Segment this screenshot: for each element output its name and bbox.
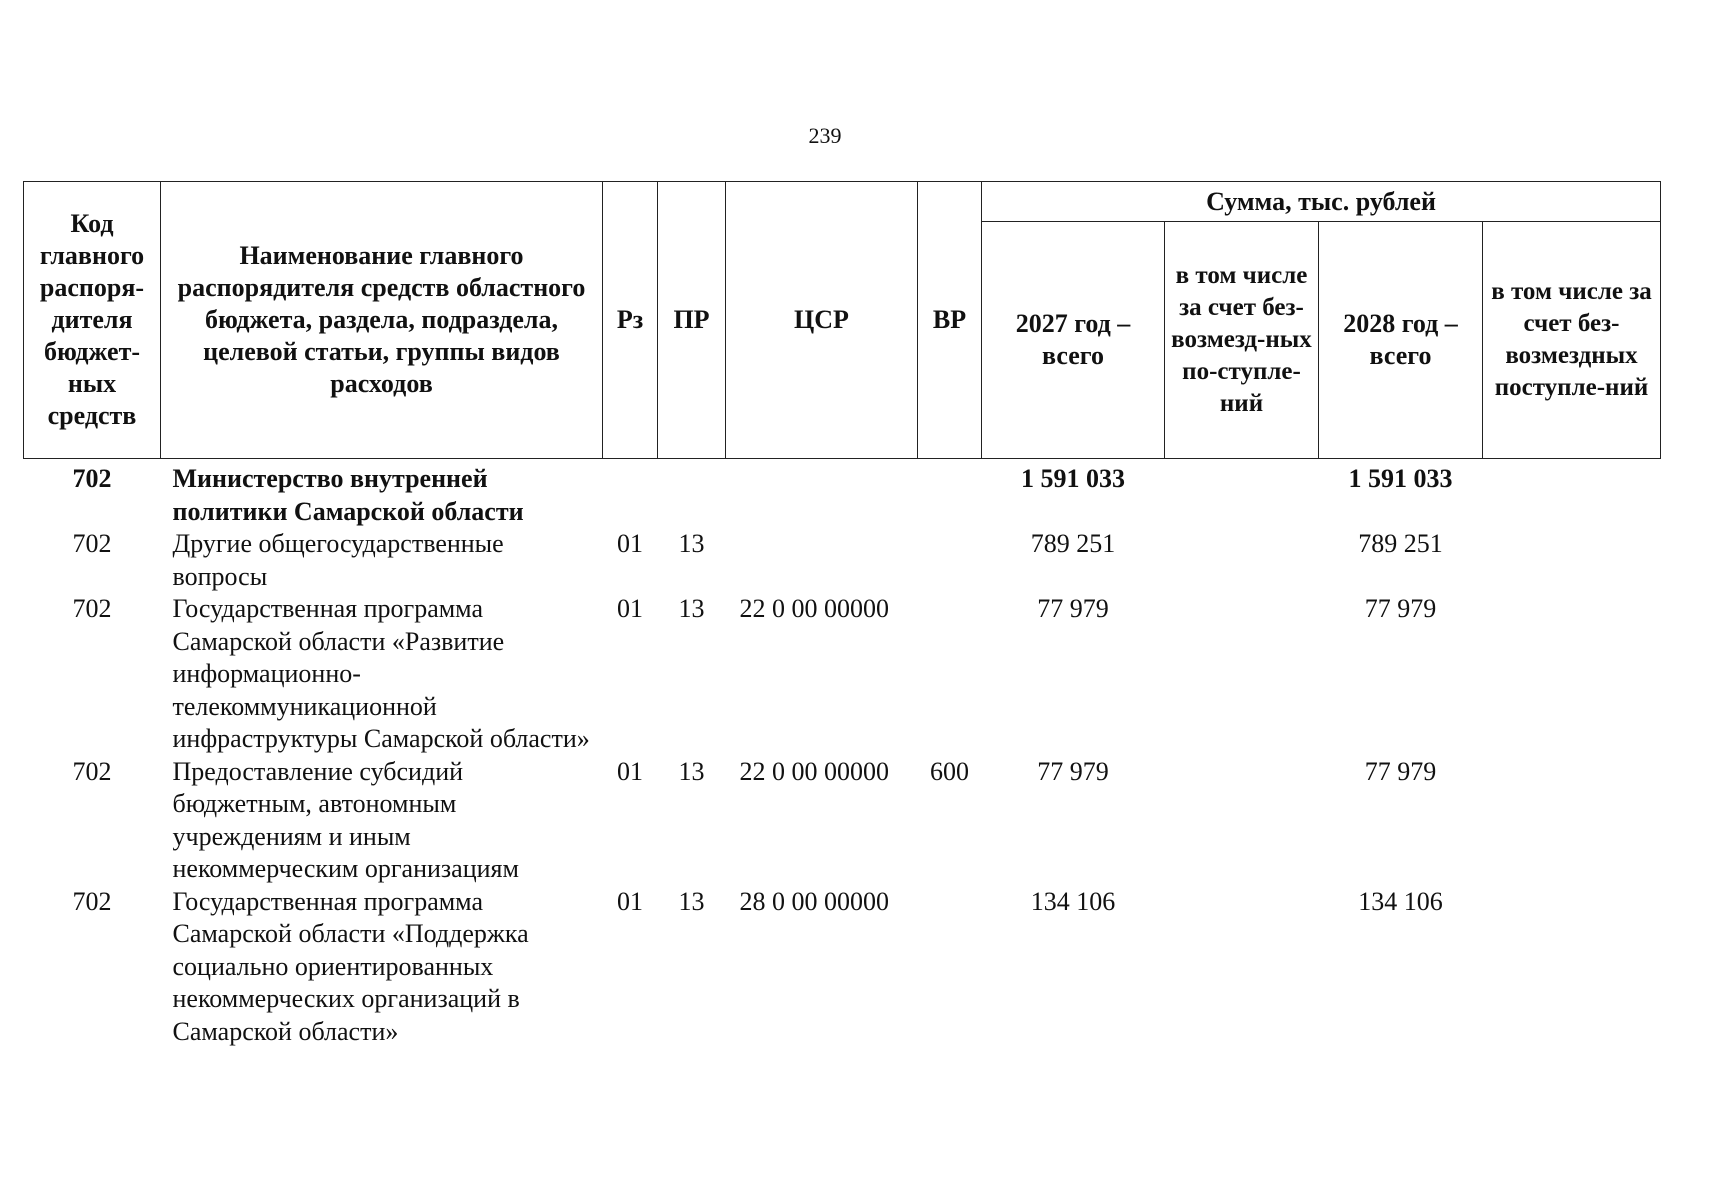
row-csr xyxy=(726,459,918,529)
row-2028-total: 134 106 xyxy=(1358,886,1443,916)
row-2027-grants xyxy=(1165,756,1319,886)
row-2027-total: 1 591 033 xyxy=(1021,464,1125,493)
row-csr: 28 0 00 00000 xyxy=(739,886,889,916)
page-number: 239 xyxy=(808,123,842,148)
header-2027-grants: в том числе за счет без-возмезд-ных по-ступле-ний xyxy=(1165,222,1319,459)
row-2027-total: 789 251 xyxy=(1030,529,1116,558)
row-pr: 13 xyxy=(678,529,705,558)
row-rz: 01 xyxy=(617,886,643,916)
row-2028-total: 77 979 xyxy=(1364,756,1437,786)
row-2028-grants xyxy=(1483,593,1661,756)
header-pr: ПР xyxy=(658,182,726,459)
row-rz xyxy=(603,459,658,529)
row-vr xyxy=(918,593,982,756)
row-vr xyxy=(918,459,982,529)
header-2028-grants: в том числе за счет без-возмездных поступле-ний xyxy=(1483,222,1661,459)
row-rz: 01 xyxy=(617,594,643,623)
header-sum-group: Сумма, тыс. рублей xyxy=(982,182,1661,222)
table-header xyxy=(24,182,1661,459)
budget-table xyxy=(23,181,1661,1048)
row-vr: 600 xyxy=(930,756,969,786)
row-code: 702 xyxy=(72,464,112,493)
header-rz: Рз xyxy=(603,182,658,459)
row-code: 702 xyxy=(72,756,112,786)
row-2027-total: 77 979 xyxy=(1037,756,1109,786)
row-vr xyxy=(918,528,982,593)
row-code: 702 xyxy=(72,529,112,558)
row-2027-total: 134 106 xyxy=(1030,886,1116,916)
table-row xyxy=(24,528,1661,593)
row-code: 702 xyxy=(72,886,112,916)
row-2027-grants xyxy=(1165,528,1319,593)
row-2028-total: 1 591 033 xyxy=(1348,464,1453,493)
row-csr: 22 0 00 00000 xyxy=(739,756,889,786)
row-2028-total: 77 979 xyxy=(1364,594,1437,623)
row-pr: 13 xyxy=(678,756,705,786)
row-name: Другие общегосударственные вопросы xyxy=(172,529,504,591)
header-vr: ВР xyxy=(918,182,982,459)
row-name: Государственная программа Самарской области «Поддержка социально ориентированных некоммерческих организаций в Самарской области» xyxy=(172,886,529,1046)
row-name: Предоставление субсидий бюджетным, автономным учреждениям и иным некоммерческим организациям xyxy=(172,756,519,883)
header-2027-total: 2027 год – всего xyxy=(982,222,1165,459)
table-row xyxy=(24,886,1661,1049)
row-csr xyxy=(726,528,918,593)
row-2027-grants xyxy=(1165,459,1319,529)
row-vr xyxy=(918,886,982,1049)
row-name: Министерство внутренней политики Самарской области xyxy=(172,464,524,526)
table-row xyxy=(24,593,1661,756)
row-pr: 13 xyxy=(678,886,705,916)
header-name: Наименование главного распорядителя средств областного бюджета, раздела, подраздела, целевой статьи, группы видов расходов xyxy=(161,182,603,459)
row-rz: 01 xyxy=(617,529,643,558)
row-2027-grants xyxy=(1165,886,1319,1049)
row-2027-grants xyxy=(1165,593,1319,756)
row-2028-grants xyxy=(1483,528,1661,593)
row-code: 702 xyxy=(72,594,112,623)
row-2028-grants xyxy=(1483,459,1661,529)
row-2028-total: 789 251 xyxy=(1358,529,1443,558)
row-pr: 13 xyxy=(678,594,705,623)
row-rz: 01 xyxy=(617,756,643,786)
row-2027-total: 77 979 xyxy=(1037,594,1109,623)
row-2028-grants xyxy=(1483,886,1661,1049)
header-code: Код главного распоря-дителя бюджет-ных средств xyxy=(24,182,161,459)
header-csr: ЦСР xyxy=(726,182,918,459)
header-2028-total: 2028 год – всего xyxy=(1319,222,1483,459)
row-name: Государственная программа Самарской области «Развитие информационно-телекоммуникационной инфраструктуры Самарской области» xyxy=(172,594,590,753)
row-pr xyxy=(658,459,726,529)
row-csr: 22 0 00 00000 xyxy=(739,594,889,623)
table-row xyxy=(24,756,1661,886)
row-2028-grants xyxy=(1483,756,1661,886)
table-row xyxy=(24,459,1661,529)
